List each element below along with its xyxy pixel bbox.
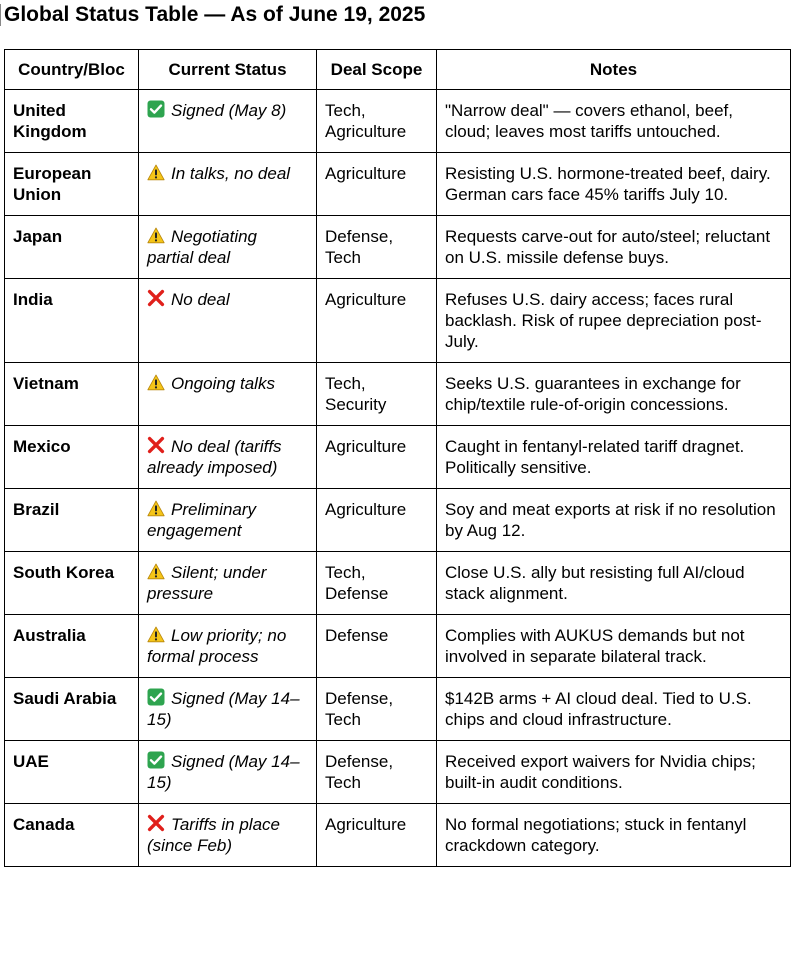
status-cell — [139, 741, 317, 804]
notes-cell: Soy and meat exports at risk if no resolution by Aug 12. — [437, 489, 791, 552]
table-row — [5, 426, 791, 489]
global-status-table — [4, 49, 791, 867]
status-text: Preliminary engagement — [147, 500, 257, 540]
status-cell — [139, 153, 317, 216]
deal-scope-cell: Agriculture — [317, 153, 437, 216]
country-cell: Canada — [5, 804, 139, 867]
status-cell — [139, 615, 317, 678]
header-status: Current Status — [139, 50, 317, 90]
table-row — [5, 90, 791, 153]
deal-scope-cell: Tech, Agriculture — [317, 90, 437, 153]
warning-icon — [147, 626, 165, 643]
deal-scope-cell: Defense — [317, 615, 437, 678]
country-cell: UAE — [5, 741, 139, 804]
status-text: In talks, no deal — [171, 164, 291, 183]
table-row — [5, 678, 791, 741]
notes-cell: Seeks U.S. guarantees in exchange for chip/textile rule-of-origin concessions. — [437, 363, 791, 426]
deal-scope-cell: Defense, Tech — [317, 216, 437, 279]
status-text: No deal (tariffs already imposed) — [147, 437, 282, 477]
text-cursor — [0, 4, 1, 26]
country-cell: European Union — [5, 153, 139, 216]
status-cell — [139, 279, 317, 363]
country-cell: United Kingdom — [5, 90, 139, 153]
red-cross-icon — [147, 289, 165, 307]
deal-scope-cell: Agriculture — [317, 489, 437, 552]
header-scope: Deal Scope — [317, 50, 437, 90]
green-check-icon — [147, 688, 165, 706]
green-check-icon — [147, 100, 165, 118]
notes-cell: $142B arms + AI cloud deal. Tied to U.S. chips and cloud infrastructure. — [437, 678, 791, 741]
deal-scope-cell: Agriculture — [317, 279, 437, 363]
red-cross-icon — [147, 814, 165, 832]
notes-cell: Requests carve-out for auto/steel; reluctant on U.S. missile defense buys. — [437, 216, 791, 279]
country-cell: Vietnam — [5, 363, 139, 426]
status-cell — [139, 804, 317, 867]
status-text: Tariffs in place (since Feb) — [147, 815, 280, 855]
warning-icon — [147, 374, 165, 391]
notes-cell: No formal negotiations; stuck in fentanyl crackdown category. — [437, 804, 791, 867]
status-cell — [139, 90, 317, 153]
table-row — [5, 615, 791, 678]
status-text: Signed (May 14–15) — [147, 752, 300, 792]
notes-cell: Caught in fentanyl-related tariff dragnet. Politically sensitive. — [437, 426, 791, 489]
red-cross-icon — [147, 436, 165, 454]
country-cell: Saudi Arabia — [5, 678, 139, 741]
status-text: Negotiating partial deal — [147, 227, 258, 267]
green-check-icon — [147, 751, 165, 769]
status-text: Low priority; no formal process — [147, 626, 287, 666]
table-row — [5, 363, 791, 426]
notes-cell: "Narrow deal" — covers ethanol, beef, cloud; leaves most tariffs untouched. — [437, 90, 791, 153]
status-cell — [139, 426, 317, 489]
status-cell — [139, 363, 317, 426]
deal-scope-cell: Tech, Defense — [317, 552, 437, 615]
warning-icon — [147, 563, 165, 580]
status-text: Ongoing talks — [171, 374, 275, 393]
table-row — [5, 804, 791, 867]
notes-cell: Refuses U.S. dairy access; faces rural backlash. Risk of rupee depreciation post-July. — [437, 279, 791, 363]
header-notes: Notes — [437, 50, 791, 90]
country-cell: India — [5, 279, 139, 363]
notes-cell: Close U.S. ally but resisting full AI/cloud stack alignment. — [437, 552, 791, 615]
deal-scope-cell: Defense, Tech — [317, 741, 437, 804]
table-row — [5, 489, 791, 552]
deal-scope-cell: Agriculture — [317, 804, 437, 867]
country-cell: Australia — [5, 615, 139, 678]
table-row — [5, 279, 791, 363]
table-header-row — [5, 50, 791, 90]
status-text: No deal — [171, 290, 230, 309]
page-title: Global Status Table — As of June 19, 2025 — [4, 3, 426, 26]
table-row — [5, 552, 791, 615]
country-cell: Brazil — [5, 489, 139, 552]
status-text: Signed (May 8) — [171, 101, 287, 120]
status-cell — [139, 552, 317, 615]
notes-cell: Received export waivers for Nvidia chips; built-in audit conditions. — [437, 741, 791, 804]
status-cell — [139, 216, 317, 279]
table-row — [5, 216, 791, 279]
status-cell — [139, 678, 317, 741]
status-cell — [139, 489, 317, 552]
table-row — [5, 741, 791, 804]
country-cell: Mexico — [5, 426, 139, 489]
country-cell: Japan — [5, 216, 139, 279]
status-text: Signed (May 14–15) — [147, 689, 300, 729]
deal-scope-cell: Tech, Security — [317, 363, 437, 426]
table-body — [5, 90, 791, 867]
status-text: Silent; under pressure — [147, 563, 267, 603]
warning-icon — [147, 164, 165, 181]
warning-icon — [147, 500, 165, 517]
warning-icon — [147, 227, 165, 244]
deal-scope-cell: Agriculture — [317, 426, 437, 489]
notes-cell: Complies with AUKUS demands but not involved in separate bilateral track. — [437, 615, 791, 678]
country-cell: South Korea — [5, 552, 139, 615]
notes-cell: Resisting U.S. hormone-treated beef, dairy. German cars face 45% tariffs July 10. — [437, 153, 791, 216]
header-country: Country/Bloc — [5, 50, 139, 90]
table-row — [5, 153, 791, 216]
deal-scope-cell: Defense, Tech — [317, 678, 437, 741]
